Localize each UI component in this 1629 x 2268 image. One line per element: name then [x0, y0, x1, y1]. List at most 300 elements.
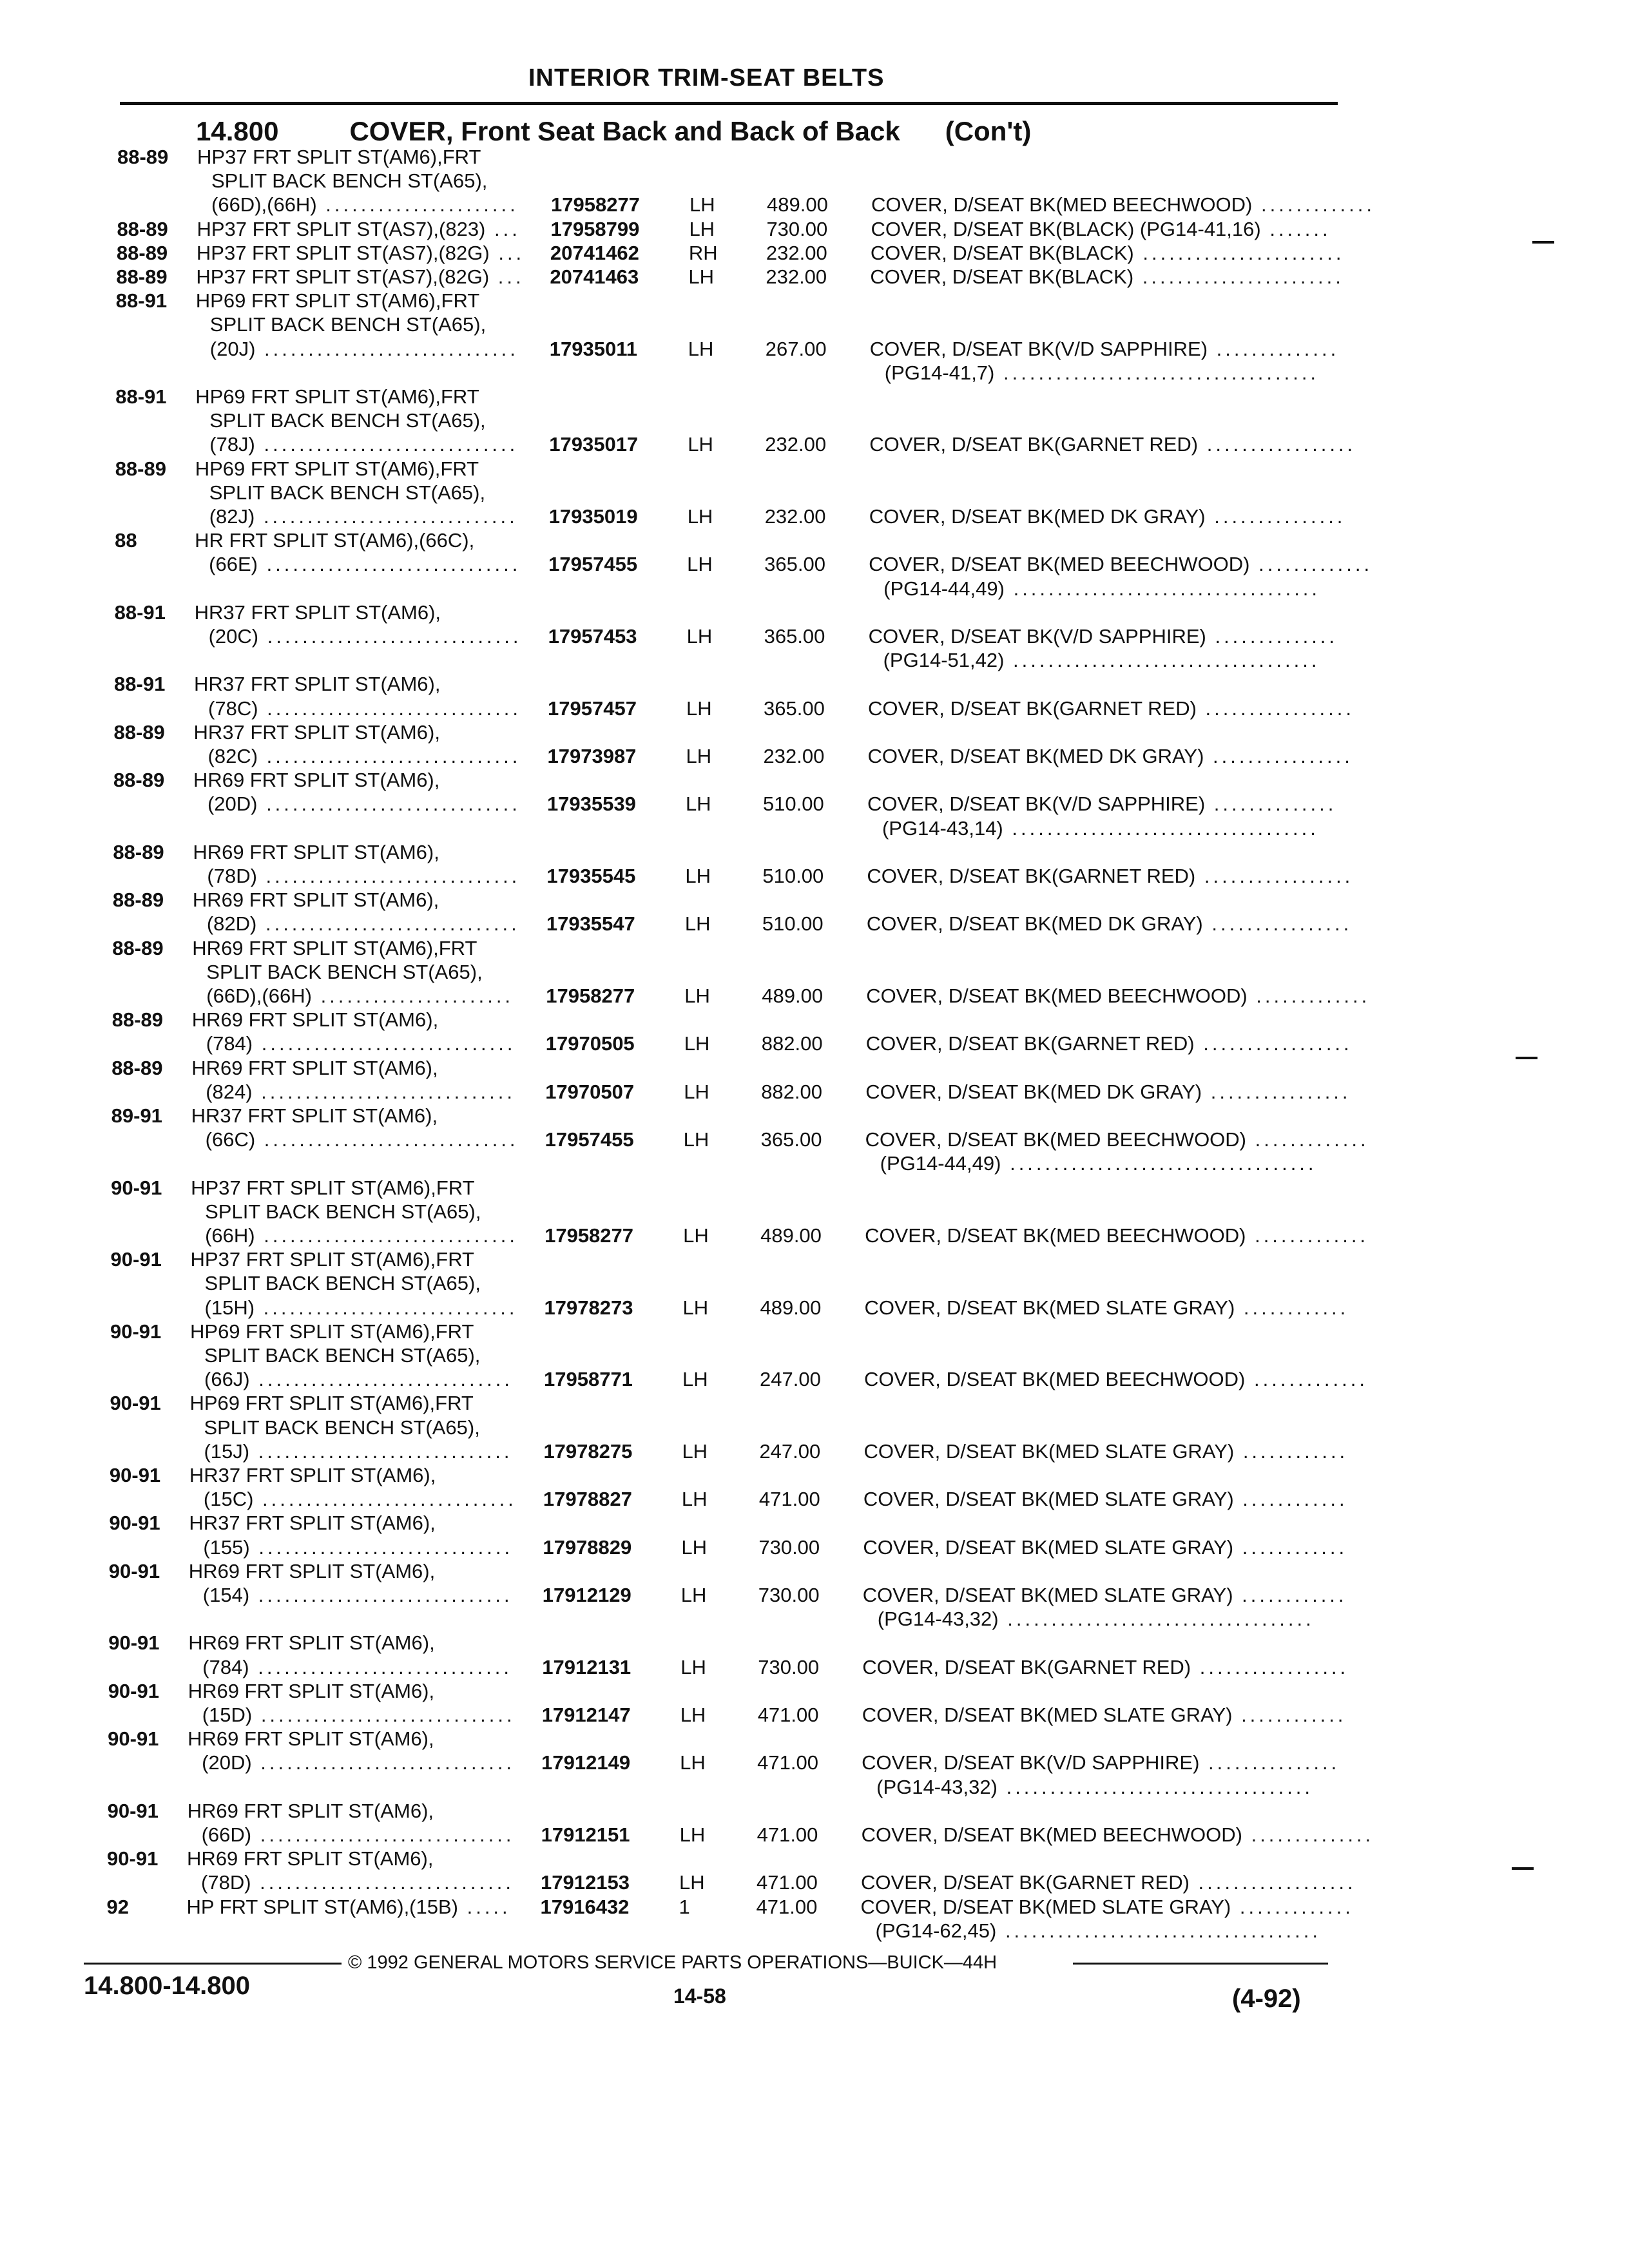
side-code: LH: [684, 912, 711, 936]
side-code: LH: [689, 193, 715, 216]
application-text: SPLIT BACK BENCH ST(A65),: [209, 481, 486, 504]
model-years: 88-89: [111, 1056, 163, 1079]
leader-dots: .............: [1252, 193, 1375, 216]
leader-dots: ..............: [1205, 793, 1337, 816]
part-description: [866, 985, 1370, 1008]
application-line: [206, 1081, 516, 1104]
leader-dots: ...................................: [1003, 816, 1319, 840]
description-text: COVER, D/SEAT BK(MED BEECHWOOD): [865, 1128, 1247, 1151]
application-text: HR69 FRT SPLIT ST(AM6),FRT: [192, 936, 477, 959]
part-number: 17970505: [545, 1032, 635, 1055]
model-years: 88-89: [112, 936, 164, 959]
margin-mark: [1512, 1867, 1534, 1870]
application-text: (78C): [208, 697, 258, 720]
application-line: [204, 1440, 512, 1463]
leader-dots: .............................: [255, 433, 519, 456]
price: 232.00: [766, 265, 827, 288]
application-line: [197, 218, 520, 241]
price: 232.00: [764, 505, 826, 528]
leader-dots: .......................: [1133, 241, 1345, 264]
application-text: (66H): [205, 1224, 255, 1247]
part-number: 17957457: [548, 697, 637, 720]
price: 510.00: [762, 865, 824, 887]
application-text: HR37 FRT SPLIT ST(AM6),: [189, 1512, 436, 1535]
part-number: 17912151: [541, 1823, 630, 1846]
part-description: [862, 1823, 1374, 1847]
price: 471.00: [756, 1895, 818, 1918]
application-line: [193, 769, 439, 792]
description-text: COVER, D/SEAT BK(MED DK GRAY): [867, 745, 1204, 767]
description-text: COVER, D/SEAT BK(GARNET RED): [861, 1871, 1190, 1894]
leader-dots: .............................: [249, 1584, 513, 1606]
application-text: HR69 FRT SPLIT ST(AM6),: [191, 1056, 438, 1079]
description-text: COVER, D/SEAT BK(V/D SAPPHIRE): [868, 625, 1206, 648]
description-text: (PG14-51,42): [883, 649, 1005, 672]
leader-dots: .............................: [249, 1655, 513, 1678]
side-code: RH: [688, 241, 718, 264]
part-description: [869, 433, 1356, 456]
side-code: LH: [684, 1080, 709, 1103]
application-line: [189, 1464, 436, 1487]
part-number: 17958771: [544, 1368, 633, 1391]
margin-mark: [1532, 241, 1554, 244]
part-description: [869, 505, 1346, 528]
part-description: [867, 793, 1336, 816]
application-line: [187, 1896, 511, 1919]
application-line: [194, 721, 440, 744]
margin-mark: [1516, 1057, 1537, 1059]
application-line: [191, 1248, 474, 1271]
part-description: [865, 1296, 1349, 1320]
model-years: 88-89: [112, 889, 164, 912]
application-line: [204, 1488, 517, 1511]
model-years: 90-91: [108, 1679, 159, 1702]
part-description: [880, 1152, 1317, 1175]
leader-dots: .............................: [255, 1128, 519, 1151]
leader-dots: ............: [1234, 1439, 1349, 1463]
part-number: 17935011: [549, 337, 638, 360]
application-text: HR69 FRT SPLIT ST(AM6),: [188, 1727, 434, 1751]
application-line: [201, 1871, 514, 1894]
leader-dots: ............: [1235, 1296, 1349, 1319]
footer-revision-date: (4-92): [1232, 1984, 1301, 2013]
application-text: (20D): [202, 1751, 252, 1774]
application-line: [205, 1272, 481, 1295]
leader-dots: .............................: [249, 1368, 514, 1391]
application-line: [202, 1656, 512, 1679]
model-years: 90-91: [110, 1248, 162, 1271]
side-code: LH: [686, 745, 712, 767]
model-years: 89-91: [111, 1104, 162, 1127]
application-text: SPLIT BACK BENCH ST(A65),: [211, 169, 488, 193]
application-line: [187, 1847, 433, 1870]
part-number: 17935017: [549, 433, 639, 456]
footer-copyright: © 1992 GENERAL MOTORS SERVICE PARTS OPERATIONS—BUICK—44H: [348, 1952, 998, 1973]
part-description: [865, 1081, 1351, 1104]
part-description: [861, 1871, 1356, 1894]
leader-dots: .............................: [257, 793, 521, 816]
description-text: COVER, D/SEAT BK(MED SLATE GRAY): [863, 1535, 1234, 1559]
part-description: [865, 1128, 1369, 1151]
price: 232.00: [766, 241, 827, 264]
application-line: [192, 1008, 438, 1032]
side-code: LH: [682, 1368, 708, 1391]
leader-dots: ............: [1232, 1704, 1347, 1726]
description-text: COVER, D/SEAT BK(GARNET RED): [867, 865, 1196, 887]
model-years: 88-89: [113, 720, 165, 744]
application-text: (66D),(66H): [211, 193, 317, 216]
application-text: (15J): [204, 1439, 250, 1463]
part-number: 17970507: [545, 1080, 635, 1103]
application-text: (15C): [203, 1488, 254, 1511]
leader-dots: ....................................: [994, 361, 1320, 384]
leader-dots: ...................................: [1004, 649, 1320, 672]
application-line: [195, 385, 479, 408]
leader-dots: .............................: [255, 1224, 518, 1247]
application-line: [196, 289, 479, 312]
side-code: LH: [686, 625, 713, 648]
application-text: HP69 FRT SPLIT ST(AM6),FRT: [195, 385, 479, 408]
description-text: COVER, D/SEAT BK(MED BEECHWOOD): [865, 1224, 1246, 1247]
model-years: 90-91: [109, 1464, 161, 1486]
part-description: [869, 625, 1338, 648]
leader-dots: .............: [1247, 985, 1371, 1007]
part-description: [862, 1704, 1347, 1727]
price: 489.00: [762, 985, 824, 1007]
price: 365.00: [764, 697, 825, 720]
leader-dots: ............: [1233, 1535, 1348, 1559]
description-text: COVER, D/SEAT BK(MED SLATE GRAY): [862, 1584, 1233, 1606]
application-line: [209, 553, 521, 576]
leader-dots: ............: [1233, 1488, 1348, 1511]
application-text: (66E): [209, 553, 258, 576]
description-text: COVER, D/SEAT BK(MED BEECHWOOD): [871, 193, 1253, 216]
side-code: LH: [687, 505, 713, 528]
part-number: 17957453: [548, 625, 637, 648]
part-number: 17935547: [546, 912, 635, 936]
model-years: 90-91: [107, 1799, 159, 1822]
application-text: HR69 FRT SPLIT ST(AM6),: [187, 1847, 434, 1870]
model-years: 90-91: [109, 1512, 160, 1535]
footer-rule-right: [1073, 1963, 1328, 1965]
description-text: COVER, D/SEAT BK(V/D SAPPHIRE): [867, 793, 1206, 816]
side-code: LH: [679, 1823, 706, 1846]
application-text: HR69 FRT SPLIT ST(AM6),: [193, 769, 440, 792]
description-text: COVER, D/SEAT BK(GARNET RED): [865, 1032, 1195, 1055]
price: 489.00: [760, 1224, 822, 1247]
description-text: COVER, D/SEAT BK(MED SLATE GRAY): [863, 1488, 1234, 1511]
side-code: LH: [686, 697, 712, 720]
leader-dots: .............: [1246, 1128, 1369, 1151]
price: 365.00: [760, 1128, 822, 1151]
part-description: [866, 1032, 1353, 1055]
side-code: LH: [687, 553, 713, 576]
description-text: COVER, D/SEAT BK(MED SLATE GRAY): [864, 1296, 1235, 1319]
application-line: [189, 1392, 473, 1415]
leader-dots: ..............: [1242, 1823, 1374, 1846]
price: 247.00: [759, 1439, 821, 1463]
application-text: (20J): [209, 337, 256, 360]
application-text: (78D): [201, 1871, 251, 1894]
application-line: [191, 1057, 438, 1080]
part-number: 17973987: [547, 745, 637, 767]
model-years: 90-91: [110, 1320, 162, 1343]
price: 489.00: [767, 193, 828, 216]
application-text: (824): [206, 1080, 253, 1103]
leader-dots: .............................: [256, 865, 521, 887]
model-years: 90-91: [107, 1847, 159, 1870]
application-text: HR37 FRT SPLIT ST(AM6),: [194, 601, 441, 624]
application-line: [202, 1823, 515, 1847]
application-text: HR37 FRT SPLIT ST(AM6),: [191, 1104, 438, 1127]
application-text: HR FRT SPLIT ST(AM6),(66C),: [195, 529, 475, 552]
side-code: LH: [684, 985, 710, 1007]
application-text: (82D): [206, 912, 257, 936]
part-description: [868, 697, 1354, 720]
model-years: 88-89: [111, 1008, 164, 1032]
part-number: 17957455: [548, 553, 638, 576]
application-text: SPLIT BACK BENCH ST(A65),: [205, 1200, 481, 1223]
leader-dots: ...: [485, 217, 521, 240]
application-line: [207, 912, 520, 936]
application-line: [191, 1177, 474, 1200]
application-line: [210, 338, 519, 361]
application-line: [209, 433, 518, 456]
price: 730.00: [758, 1655, 820, 1678]
description-text: COVER, D/SEAT BK(GARNET RED): [868, 697, 1197, 720]
description-text: (PG14-41,7): [884, 361, 995, 384]
part-description: [870, 338, 1339, 361]
application-text: (66D): [201, 1823, 252, 1846]
model-years: 88-89: [113, 769, 165, 792]
leader-dots: .............: [1231, 1895, 1354, 1918]
leader-dots: ......................: [311, 985, 514, 1007]
part-description: [861, 1896, 1354, 1919]
application-line: [204, 1344, 480, 1367]
page-header-title: INTERIOR TRIM-SEAT BELTS: [528, 64, 885, 91]
part-number: 17912129: [542, 1584, 631, 1606]
leader-dots: ...................................: [1004, 577, 1321, 600]
section-title: COVER, Front Seat Back and Back of Back: [349, 116, 900, 146]
part-description: [862, 1751, 1340, 1774]
price: 267.00: [765, 337, 827, 360]
part-number: 17978827: [543, 1488, 632, 1511]
model-years: 88-89: [113, 840, 164, 863]
description-text: COVER, D/SEAT BK(MED BEECHWOOD): [864, 1368, 1246, 1391]
application-text: SPLIT BACK BENCH ST(A65),: [204, 1272, 481, 1295]
model-years: 90-91: [108, 1727, 159, 1751]
model-years: 90-91: [108, 1631, 160, 1655]
model-years: 88-89: [117, 146, 169, 168]
part-number: 17957455: [545, 1128, 634, 1151]
part-description: [876, 1919, 1322, 1943]
part-description: [864, 1368, 1368, 1391]
part-number: 17912153: [541, 1871, 630, 1894]
description-text: COVER, D/SEAT BK(MED DK GRAY): [866, 912, 1203, 936]
leader-dots: .............................: [255, 1296, 518, 1319]
leader-dots: ................: [1202, 1080, 1351, 1103]
leader-dots: .............................: [258, 745, 521, 767]
side-code: LH: [680, 1655, 706, 1678]
application-text: SPLIT BACK BENCH ST(A65),: [209, 409, 486, 432]
application-line: [211, 169, 487, 193]
part-description: [863, 1584, 1347, 1607]
application-line: [206, 961, 482, 984]
description-text: COVER, D/SEAT BK(V/D SAPPHIRE): [862, 1751, 1200, 1774]
description-text: (PG14-62,45): [875, 1919, 997, 1942]
leader-dots: .............................: [249, 1535, 514, 1559]
application-line: [203, 1536, 513, 1559]
leader-dots: .............................: [256, 912, 520, 936]
part-number: 20741463: [550, 265, 639, 288]
application-text: (82C): [207, 745, 258, 767]
application-text: (15D): [202, 1704, 253, 1726]
part-number: 17958277: [546, 985, 635, 1007]
leader-dots: ...............: [1205, 505, 1346, 528]
application-text: HR37 FRT SPLIT ST(AM6),: [193, 720, 440, 744]
description-text: COVER, D/SEAT BK(GARNET RED): [862, 1655, 1191, 1678]
leader-dots: .............................: [252, 1704, 516, 1726]
application-text: HR69 FRT SPLIT ST(AM6),: [188, 1679, 435, 1702]
price: 471.00: [757, 1871, 818, 1894]
leader-dots: ...............: [1199, 1751, 1340, 1774]
application-text: HP69 FRT SPLIT ST(AM6),FRT: [195, 289, 480, 312]
application-text: SPLIT BACK BENCH ST(A65),: [204, 1344, 481, 1367]
application-line: [195, 529, 474, 552]
leader-dots: .................: [1191, 1655, 1349, 1678]
description-text: (PG14-43,32): [877, 1608, 999, 1631]
part-number: 17935539: [546, 793, 636, 816]
price: 882.00: [761, 1032, 823, 1055]
leader-dots: ...................................: [997, 1775, 1314, 1798]
application-line: [208, 697, 521, 720]
description-text: COVER, D/SEAT BK(BLACK): [870, 265, 1134, 288]
price: 232.00: [763, 745, 825, 767]
application-text: HP37 FRT SPLIT ST(AM6),FRT: [197, 146, 481, 168]
leader-dots: .............................: [251, 1871, 514, 1894]
model-years: 88-89: [116, 265, 168, 288]
application-text: (78J): [209, 433, 255, 456]
application-text: HP37 FRT SPLIT ST(AM6),FRT: [190, 1248, 474, 1271]
application-text: HP37 FRT SPLIT ST(AM6),FRT: [191, 1176, 475, 1199]
part-number: 17912147: [541, 1704, 631, 1726]
application-text: HR69 FRT SPLIT ST(AM6),: [188, 1559, 436, 1582]
application-line: [195, 601, 441, 624]
leader-dots: .............................: [258, 625, 522, 648]
price: 471.00: [757, 1751, 818, 1774]
application-line: [203, 1584, 513, 1607]
part-description: [883, 649, 1320, 672]
price: 730.00: [758, 1584, 820, 1606]
leader-dots: ..............: [1206, 625, 1338, 648]
price: 365.00: [764, 553, 825, 576]
side-code: LH: [689, 217, 715, 240]
part-description: [871, 193, 1375, 216]
side-code: LH: [685, 793, 711, 816]
application-text: SPLIT BACK BENCH ST(A65),: [204, 1416, 480, 1439]
application-text: (66J): [204, 1368, 250, 1391]
part-number: 17978275: [543, 1439, 633, 1463]
application-line: [193, 889, 439, 912]
description-text: COVER, D/SEAT BK(MED SLATE GRAY): [863, 1439, 1235, 1463]
application-text: HP69 FRT SPLIT ST(AM6),FRT: [190, 1320, 474, 1343]
part-number: 17935545: [546, 865, 636, 887]
application-text: HP37 FRT SPLIT ST(AS7),(823): [197, 217, 486, 240]
application-line: [202, 1704, 516, 1727]
application-line: [210, 313, 486, 336]
side-code: LH: [688, 265, 714, 288]
side-code: LH: [680, 1704, 706, 1726]
side-code: LH: [685, 865, 711, 887]
application-line: [209, 505, 518, 528]
side-code: 1: [679, 1895, 690, 1918]
part-description: [863, 1440, 1348, 1463]
leader-dots: .......: [1260, 217, 1331, 240]
part-description: [863, 1536, 1347, 1559]
description-text: COVER, D/SEAT BK(BLACK): [870, 241, 1134, 264]
application-line: [188, 1800, 434, 1823]
application-text: SPLIT BACK BENCH ST(A65),: [206, 960, 483, 983]
model-years: 88-91: [114, 601, 166, 624]
leader-dots: .................: [1195, 865, 1354, 887]
price: 510.00: [762, 912, 824, 936]
leader-dots: ................: [1204, 745, 1353, 767]
part-description: [871, 218, 1331, 241]
application-line: [206, 1032, 516, 1055]
description-text: (PG14-43,14): [882, 816, 1003, 840]
footer-rule-left: [84, 1963, 342, 1965]
model-years: 88-89: [116, 241, 168, 264]
application-line: [207, 865, 520, 888]
leader-dots: ..................: [1189, 1871, 1356, 1894]
price: 471.00: [757, 1823, 818, 1846]
application-text: (155): [203, 1535, 250, 1559]
section-number: 14.800: [196, 116, 279, 146]
part-number: 17958277: [545, 1224, 634, 1247]
application-line: [202, 1751, 515, 1774]
application-text: (784): [202, 1655, 249, 1678]
description-text: COVER, D/SEAT BK(MED DK GRAY): [869, 505, 1206, 528]
price: 232.00: [765, 433, 827, 456]
application-line: [207, 793, 521, 816]
side-code: LH: [688, 337, 714, 360]
leader-dots: .............................: [255, 337, 519, 360]
description-text: (PG14-44,49): [880, 1152, 1001, 1175]
part-number: 17978829: [543, 1535, 632, 1559]
model-years: 90-91: [108, 1559, 160, 1582]
application-line: [190, 1320, 474, 1343]
description-text: COVER, D/SEAT BK(MED SLATE GRAY): [862, 1704, 1233, 1726]
application-line: [189, 1512, 435, 1535]
application-text: (66C): [205, 1128, 256, 1151]
application-line: [209, 481, 485, 505]
application-text: HR69 FRT SPLIT ST(AM6),: [191, 1008, 439, 1032]
application-text: (20D): [207, 793, 258, 816]
leader-dots: ...................................: [998, 1608, 1315, 1631]
leader-dots: ..............: [1208, 337, 1340, 360]
description-text: COVER, D/SEAT BK(MED BEECHWOOD): [866, 985, 1248, 1007]
side-code: LH: [682, 1296, 709, 1319]
part-description: [868, 745, 1353, 768]
application-line: [204, 1368, 513, 1391]
model-years: 88: [115, 529, 137, 552]
model-years: 88-91: [115, 289, 168, 312]
part-number: 17912131: [542, 1655, 631, 1678]
application-text: (15H): [204, 1296, 255, 1319]
description-text: COVER, D/SEAT BK(GARNET RED): [869, 433, 1199, 456]
side-code: LH: [681, 1488, 708, 1511]
part-description: [869, 553, 1373, 576]
